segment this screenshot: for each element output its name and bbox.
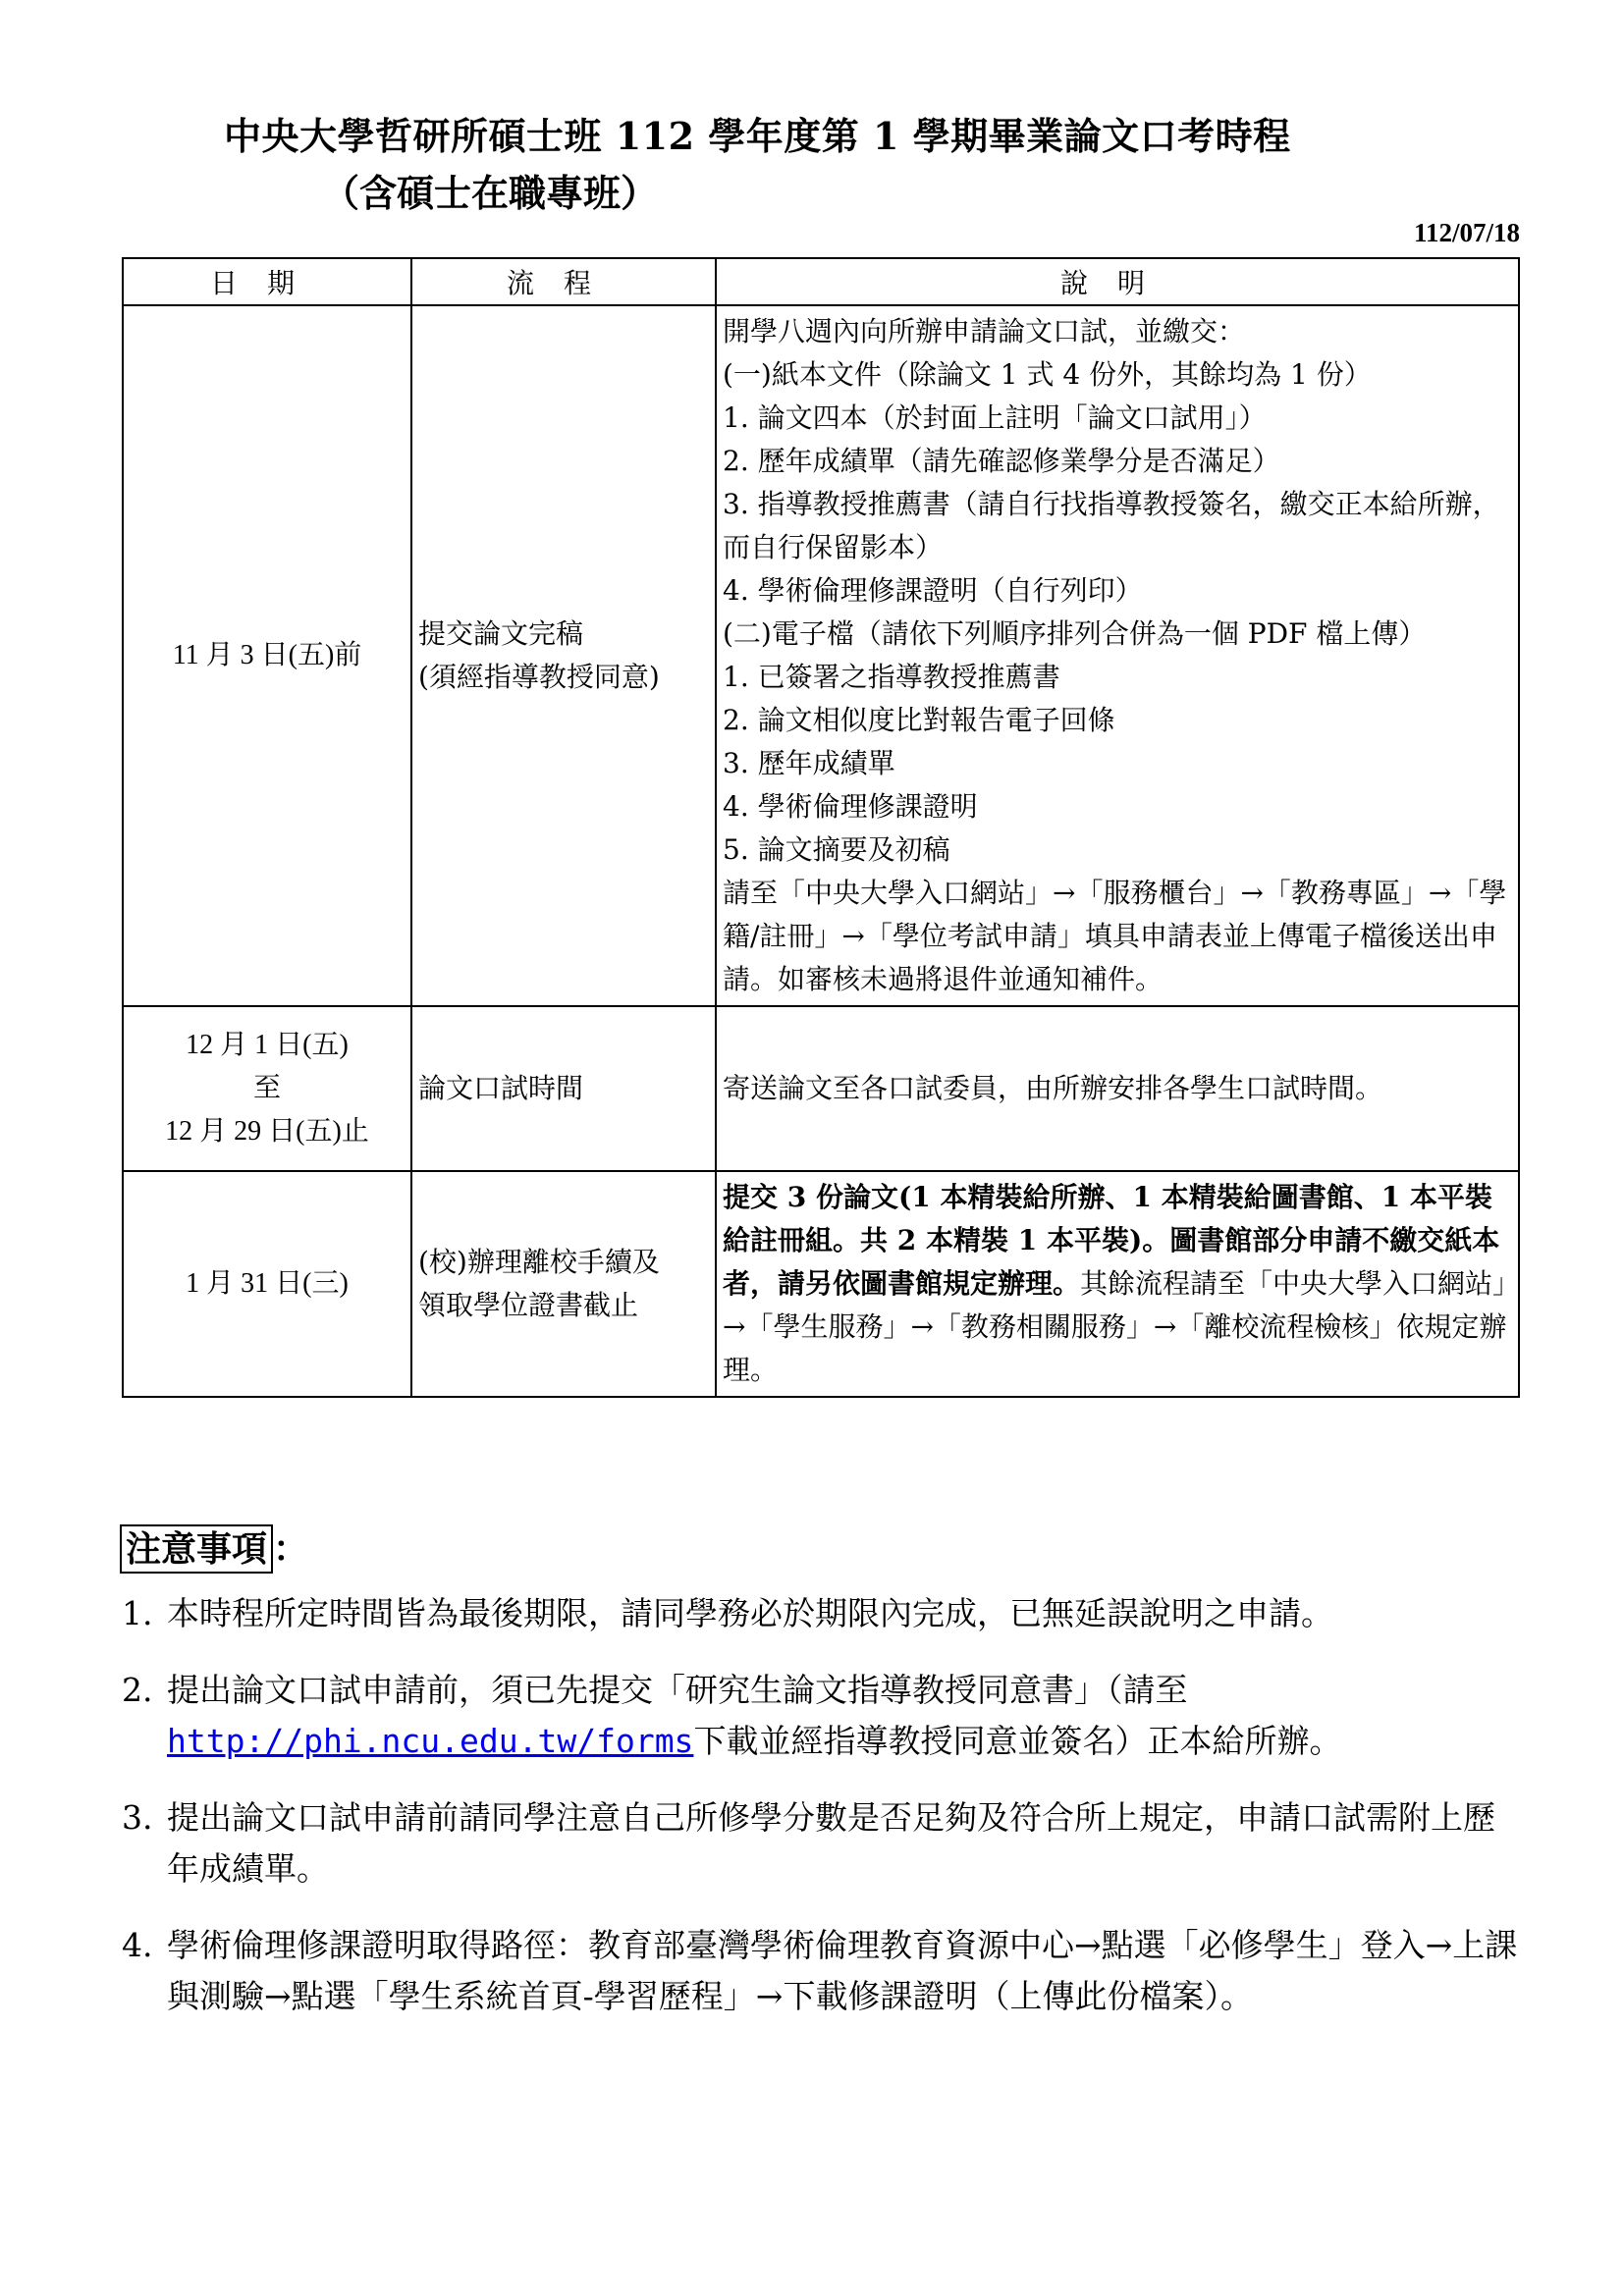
notes-heading [120, 1522, 308, 1572]
list-item [122, 1588, 1526, 1639]
note2-text-before: 提出論文口試申請前，須已先提交「研究生論文指導教授同意書」（請至 [167, 1671, 1188, 1709]
row1-description [716, 305, 1519, 1006]
schedule-table [122, 257, 1520, 1398]
header-process: 流程 [411, 258, 716, 305]
row1-description-line-4: 2. 歷年成績單（請先確認修業學分是否滿足） [723, 445, 1280, 477]
row2-process: 論文口試時間 [411, 1006, 716, 1171]
row3-description-normal: 其餘流程請至「中央大學入口網站」→「學生服務」→「教務相關服務」→「離校流程檢核」依規定辦理。 [723, 1267, 1507, 1386]
header-description: 說明 [716, 258, 1519, 305]
row1-description-line-9: 2. 論文相似度比對報告電子回條 [723, 704, 1115, 736]
notes-heading-label: 注意事項 [120, 1524, 273, 1574]
note2-text-after: 下載並經指導教授同意並簽名）正本給所辦。 [693, 1722, 1342, 1760]
header-date: 日期 [123, 258, 411, 305]
row3-process-line1: (校)辦理離校手續及 [418, 1246, 660, 1278]
document-subtitle: （含碩士在職專班） [322, 171, 659, 215]
list-item [122, 1792, 1526, 1895]
row1-description-line-5: 3. 指導教授推薦書（請自行找指導教授簽名，繳交正本給所辦，而自行保留影本） [723, 488, 1500, 563]
note3-number: 3. [122, 1798, 153, 1837]
row2-date-start: 12 月 1 日(五) [186, 1030, 349, 1060]
note1-text: 本時程所定時間皆為最後期限，請同學務必於期限內完成，已無延誤說明之申請。 [167, 1594, 1333, 1632]
row2-date [123, 1006, 411, 1171]
note1-number: 1. [122, 1594, 153, 1632]
row1-description-line-6: 4. 學術倫理修課證明（自行列印） [723, 574, 1143, 607]
table-row [123, 1171, 1519, 1397]
forms-link[interactable]: http://phi.ncu.edu.tw/forms [167, 1722, 694, 1760]
table-row [123, 1006, 1519, 1171]
note3-text: 提出論文口試申請前請同學注意自己所修學分數是否足夠及符合所上規定，申請口試需附上歷年成績單。 [167, 1798, 1495, 1888]
row1-description-line-8: 1. 已簽署之指導教授推薦書 [723, 661, 1060, 693]
row3-process [411, 1171, 716, 1397]
row1-process-line2: (須經指導教授同意) [418, 661, 660, 693]
row2-date-end: 12 月 29 日(五)止 [165, 1116, 369, 1147]
table-header-row [123, 258, 1519, 305]
row2-date-to: 至 [252, 1073, 281, 1103]
row1-description-line-1: 開學八週內向所辦申請論文口試，並繳交： [723, 315, 1246, 347]
row1-description-line-7: (二)電子檔（請依下列順序排列合併為一個 PDF 檔上傳） [723, 617, 1427, 650]
row3-process-line2: 領取學位證書截止 [418, 1289, 639, 1321]
row1-description-text [723, 310, 1512, 1001]
row1-date: 11 月 3 日(五)前 [123, 305, 411, 1006]
row1-description-line-2: (一)紙本文件（除論文 1 式 4 份外，其餘均為 1 份） [723, 358, 1372, 391]
row1-description-line-11: 4. 學術倫理修課證明 [723, 790, 978, 823]
note4-number: 4. [122, 1926, 153, 1964]
row3-date: 1 月 31 日(三) [123, 1171, 411, 1397]
note2-number: 2. [122, 1671, 153, 1709]
row3-description [716, 1171, 1519, 1397]
row1-description-line-3: 1. 論文四本（於封面上註明「論文口試用」） [723, 401, 1267, 434]
row2-description: 寄送論文至各口試委員，由所辦安排各學生口試時間。 [716, 1006, 1519, 1171]
document-date: 112/07/18 [1413, 218, 1520, 247]
row3-description-bold: 提交 3 份論文(1 本精裝給所辦、1 本精裝給圖書館、1 本平裝給註冊組。共 2 本精裝 1 本平裝)。圖書館部分申請不繳交紙本者，請另依圖書館規定辦理。 [723, 1181, 1500, 1300]
notes-list [122, 1588, 1526, 2048]
row1-description-line-12: 5. 論文摘要及初稿 [723, 833, 950, 866]
row1-process [411, 305, 716, 1006]
list-item [122, 1920, 1526, 2022]
table-row [123, 305, 1519, 1006]
row1-description-line-10: 3. 歷年成績單 [723, 747, 895, 779]
row1-description-line-13: 請至「中央大學入口網站」→「服務櫃台」→「教務專區」→「學籍/註冊」→「學位考試申請」填具申請表並上傳電子檔後送出申請。如審核未過將退件並通知補件。 [723, 877, 1507, 995]
notes-heading-colon: ： [273, 1528, 309, 1570]
row1-process-line1: 提交論文完稿 [418, 617, 584, 650]
document-title: 中央大學哲研所碩士班 112 學年度第 1 學期畢業論文口考時程 [224, 114, 1291, 158]
note4-text: 學術倫理修課證明取得路徑：教育部臺灣學術倫理教育資源中心→點選「必修學生」登入→上課與測驗→點選「學生系統首頁-學習歷程」→下載修課證明（上傳此份檔案）。 [167, 1926, 1518, 2015]
list-item [122, 1665, 1526, 1767]
